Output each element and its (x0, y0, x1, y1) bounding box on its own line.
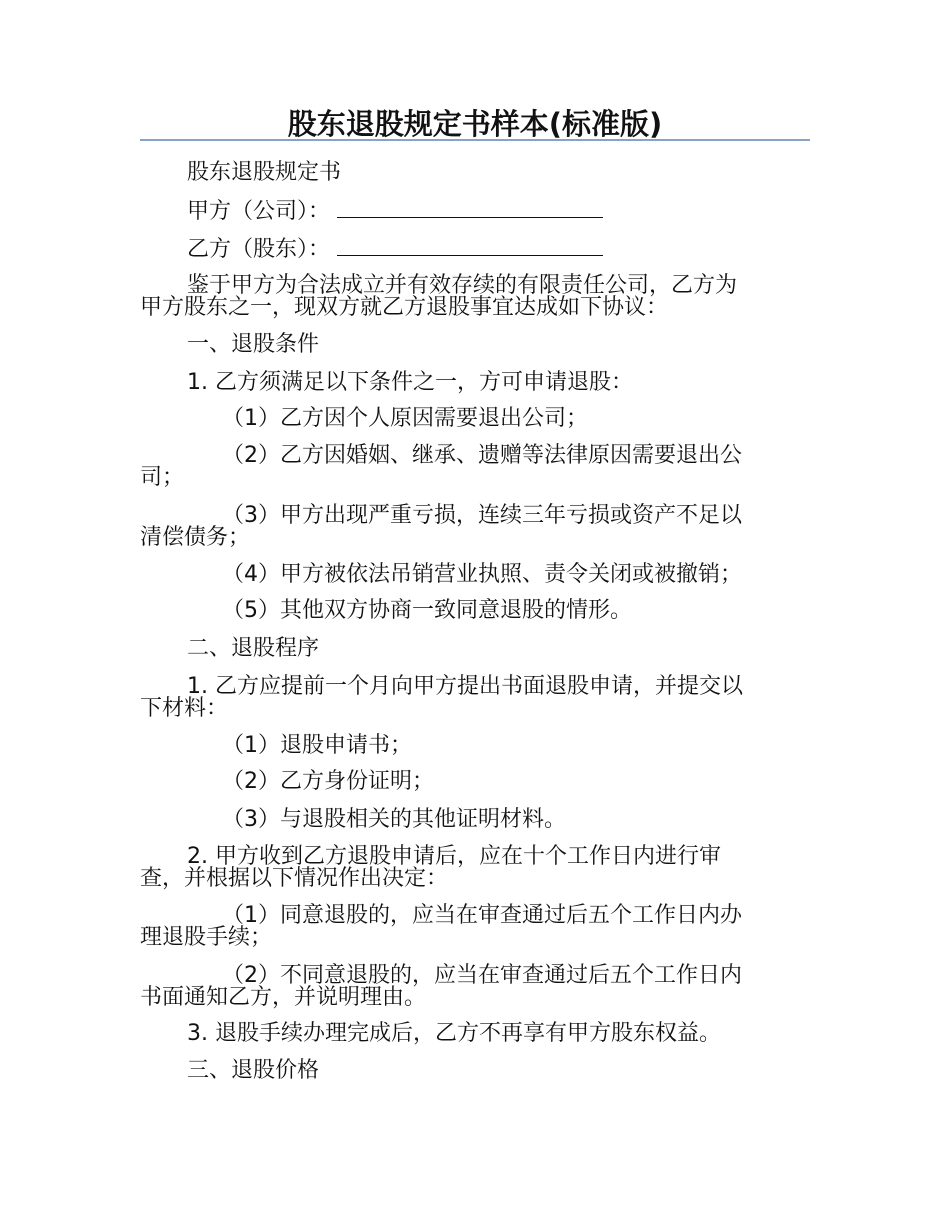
title-underline (140, 139, 810, 141)
document-title: 股东退股规定书样本(标准版) (287, 107, 663, 141)
party-b-blank (337, 237, 603, 256)
clause-text: 下材料： (140, 696, 229, 721)
clause-text: 1. 乙方须满足以下条件之一，方可申请退股： (187, 370, 633, 395)
clause-text: 司； (140, 465, 185, 490)
clause-text: 理退股手续； (140, 925, 273, 950)
clause-text: （1）同意退股的，应当在审查通过后五个工作日内办 (222, 903, 742, 928)
clause-text: 1. 乙方应提前一个月向甲方提出书面退股申请，并提交以 (187, 674, 743, 699)
clause-text: （2）乙方身份证明； (222, 769, 434, 794)
clause-text: （2）不同意退股的，应当在审查通过后五个工作日内 (222, 963, 742, 988)
clause-text: （3）甲方出现严重亏损，连续三年亏损或资产不足以 (222, 503, 742, 528)
clause-text: （2）乙方因婚姻、继承、遗赠等法律原因需要退出公 (222, 443, 742, 468)
clause-text: （5）其他双方协商一致同意退股的情形。 (222, 598, 632, 623)
section-heading: 三、退股价格 (187, 1058, 320, 1083)
clause-text: 书面通知乙方，并说明理由。 (140, 985, 427, 1010)
clause-text: 清偿债务； (140, 525, 251, 550)
clause-text: （3）与退股相关的其他证明材料。 (222, 807, 566, 832)
clause-text: 2. 甲方收到乙方退股申请后，应在十个工作日内进行审 (187, 844, 721, 869)
party-b-line (187, 237, 603, 262)
section-heading: 一、退股条件 (187, 332, 320, 357)
party-b-label: 乙方（股东）： (187, 237, 331, 262)
party-a-blank (337, 199, 603, 218)
clause-text: （1）乙方因个人原因需要退出公司； (222, 406, 588, 431)
clause-text: （4）甲方被依法吊销营业执照、责令关闭或被撤销； (222, 562, 742, 587)
document-heading: 股东退股规定书 (187, 160, 342, 185)
party-a-line (187, 199, 603, 224)
clause-text: 3. 退股手续办理完成后，乙方不再享有甲方股东权益。 (187, 1021, 721, 1046)
clause-text: 查，并根据以下情况作出决定： (140, 866, 449, 891)
party-a-label: 甲方（公司）： (187, 199, 331, 224)
preamble-line-1: 鉴于甲方为合法成立并有效存续的有限责任公司，乙方为 (187, 273, 738, 298)
section-heading: 二、退股程序 (187, 636, 320, 661)
clause-text: （1）退股申请书； (222, 733, 412, 758)
preamble-line-2: 甲方股东之一，现双方就乙方退股事宜达成如下协议： (140, 295, 669, 320)
